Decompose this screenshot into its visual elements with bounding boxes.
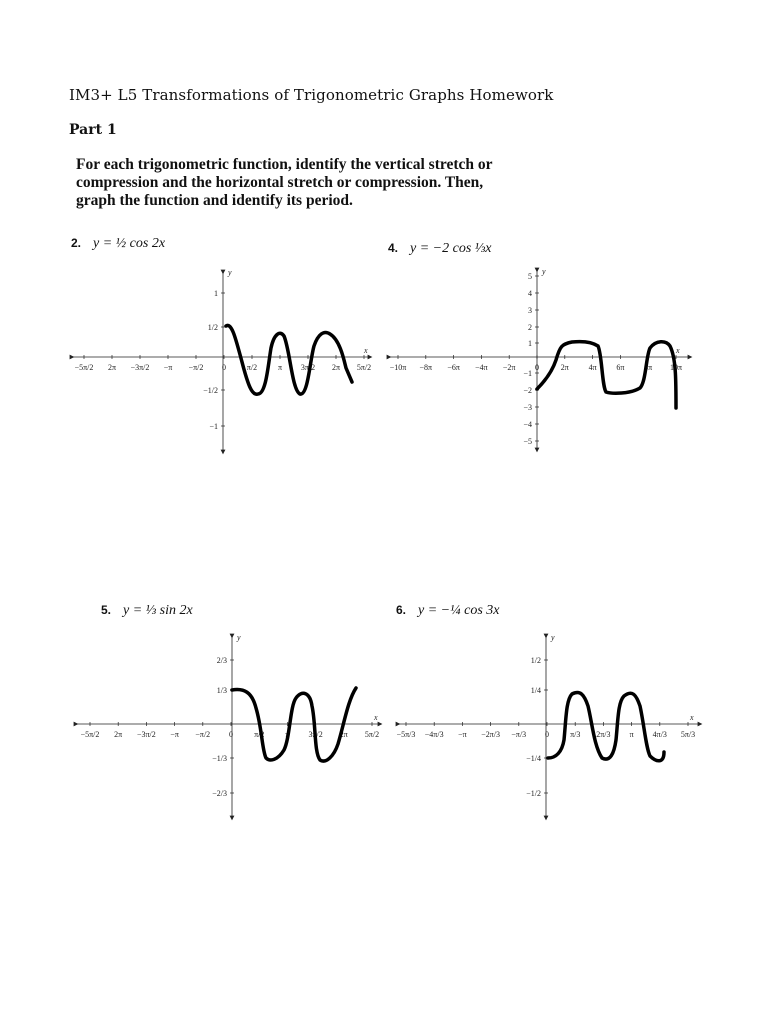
x-tick-label: −π <box>458 730 467 739</box>
student-curve <box>226 325 352 394</box>
x-tick-label: 0 <box>222 363 226 372</box>
y-tick-label: −3 <box>523 403 532 412</box>
x-tick-label: −π/2 <box>188 363 204 372</box>
exercise-number: 6. <box>396 603 407 617</box>
x-tick-label: −4π <box>475 363 488 372</box>
x-tick-label: 4π <box>588 363 597 372</box>
x-tick-label: −6π <box>447 363 460 372</box>
y-tick-label: 1/2 <box>207 323 218 332</box>
x-tick-label: 5π/3 <box>680 730 696 739</box>
x-tick-label: 2π <box>331 363 341 372</box>
student-curve <box>548 693 664 761</box>
x-tick-label: −5π/3 <box>396 730 416 739</box>
x-tick-label: π/2 <box>246 363 258 372</box>
exercise-equation: y = ½ cos 2x <box>93 236 166 251</box>
exercise-number: 4. <box>388 241 399 255</box>
x-tick-label: 5π/2 <box>356 363 372 372</box>
x-tick-label: −π <box>170 730 179 739</box>
exercise-number: 2. <box>71 236 82 250</box>
y-tick-label: −1/2 <box>526 789 541 798</box>
x-tick-label: π <box>629 730 634 739</box>
exercise-number: 5. <box>101 603 112 617</box>
x-tick-label: 3π/2 <box>300 363 316 372</box>
x-tick-label: π <box>285 730 290 739</box>
x-tick-label: −3π/2 <box>137 730 156 739</box>
graph-exercise-2 <box>72 268 371 452</box>
x-tick-label: π/2 <box>254 730 265 739</box>
x-tick-labels <box>390 355 682 372</box>
x-axis-label: x <box>676 346 680 355</box>
x-tick-label: −π/2 <box>195 730 211 739</box>
graph-exercise-4 <box>389 267 690 450</box>
x-tick-labels <box>81 722 380 739</box>
y-tick-label: 1/2 <box>530 656 541 665</box>
x-tick-label: 6π <box>616 363 625 372</box>
exercise-equation: y = −2 cos ⅓x <box>410 241 492 256</box>
x-tick-label: 8π <box>644 363 653 372</box>
x-tick-label: −π/3 <box>511 730 527 739</box>
y-tick-label: −1/2 <box>203 386 218 395</box>
x-axis-label: x <box>364 346 368 355</box>
page-title: IM3+ L5 Transformations of Trigonometric Graphs Homework <box>69 86 554 104</box>
y-tick-label: 1 <box>528 339 532 348</box>
x-tick-label: 10π <box>669 363 683 372</box>
y-tick-labels <box>212 656 234 798</box>
x-tick-label: −5π/2 <box>80 730 100 739</box>
y-tick-label: −1 <box>523 369 532 378</box>
student-curve <box>232 688 356 761</box>
y-tick-label: −2/3 <box>212 789 227 798</box>
y-axis-label: y <box>237 633 241 642</box>
x-tick-label: 2π <box>107 363 117 372</box>
y-tick-label: 1/4 <box>530 686 541 695</box>
x-tick-label: 4π/3 <box>652 730 667 739</box>
x-tick-label: −5π/2 <box>74 363 94 372</box>
y-tick-label: 4 <box>528 289 532 298</box>
x-tick-label: 5π/2 <box>364 730 380 739</box>
x-tick-label: 2π <box>339 730 348 739</box>
y-tick-label: 2/3 <box>216 656 227 665</box>
y-tick-label: 3 <box>528 306 532 315</box>
y-tick-label: 1/3 <box>216 686 227 695</box>
graph-exercise-6 <box>397 633 700 818</box>
y-tick-label: −1 <box>209 422 218 431</box>
y-tick-label: −2 <box>523 386 532 395</box>
x-tick-label: −8π <box>419 363 433 372</box>
x-axis-label: x <box>690 713 694 722</box>
x-tick-label: π <box>277 363 283 372</box>
x-tick-label: −2π/3 <box>481 730 500 739</box>
y-axis-label: y <box>228 268 232 277</box>
x-tick-label: 3π/2 <box>308 730 323 739</box>
y-tick-label: 2 <box>528 323 532 332</box>
x-tick-label: π/3 <box>570 730 581 739</box>
part-heading: Part 1 <box>69 122 117 138</box>
x-tick-label: −2π <box>502 363 516 372</box>
x-tick-label: 0 <box>535 363 539 372</box>
x-axis-label: x <box>374 713 378 722</box>
x-tick-label: −π <box>163 363 173 372</box>
graph-exercise-5 <box>76 633 380 818</box>
y-tick-labels <box>203 289 225 431</box>
x-tick-label: 0 <box>229 730 233 739</box>
x-tick-label: −3π/2 <box>130 363 150 372</box>
y-tick-label: −5 <box>523 437 532 446</box>
y-axis-label: y <box>542 267 546 276</box>
y-tick-label: −1/4 <box>526 754 541 763</box>
y-tick-label: 5 <box>528 272 532 281</box>
student-curve <box>537 342 676 408</box>
x-tick-label: 2π/3 <box>596 730 611 739</box>
exercise-equation: y = ⅓ sin 2x <box>123 603 193 618</box>
exercise-equation: y = −¼ cos 3x <box>418 603 500 618</box>
y-tick-label: 1 <box>214 289 218 298</box>
x-tick-label: −10π <box>389 363 407 372</box>
y-tick-labels <box>526 656 548 798</box>
x-tick-label: −4π/3 <box>424 730 444 739</box>
x-tick-label: 2π <box>560 363 569 372</box>
x-tick-label: 2π <box>114 730 123 739</box>
y-tick-label: −4 <box>523 420 532 429</box>
y-tick-label: −1/3 <box>212 754 227 763</box>
x-tick-label: 0 <box>545 730 549 739</box>
instructions: For each trigonometric function, identify the vertical stretch or compression and the horizontal stretch or compression. Then, graph the function and identify its period. <box>76 156 493 209</box>
y-axis-label: y <box>551 633 555 642</box>
